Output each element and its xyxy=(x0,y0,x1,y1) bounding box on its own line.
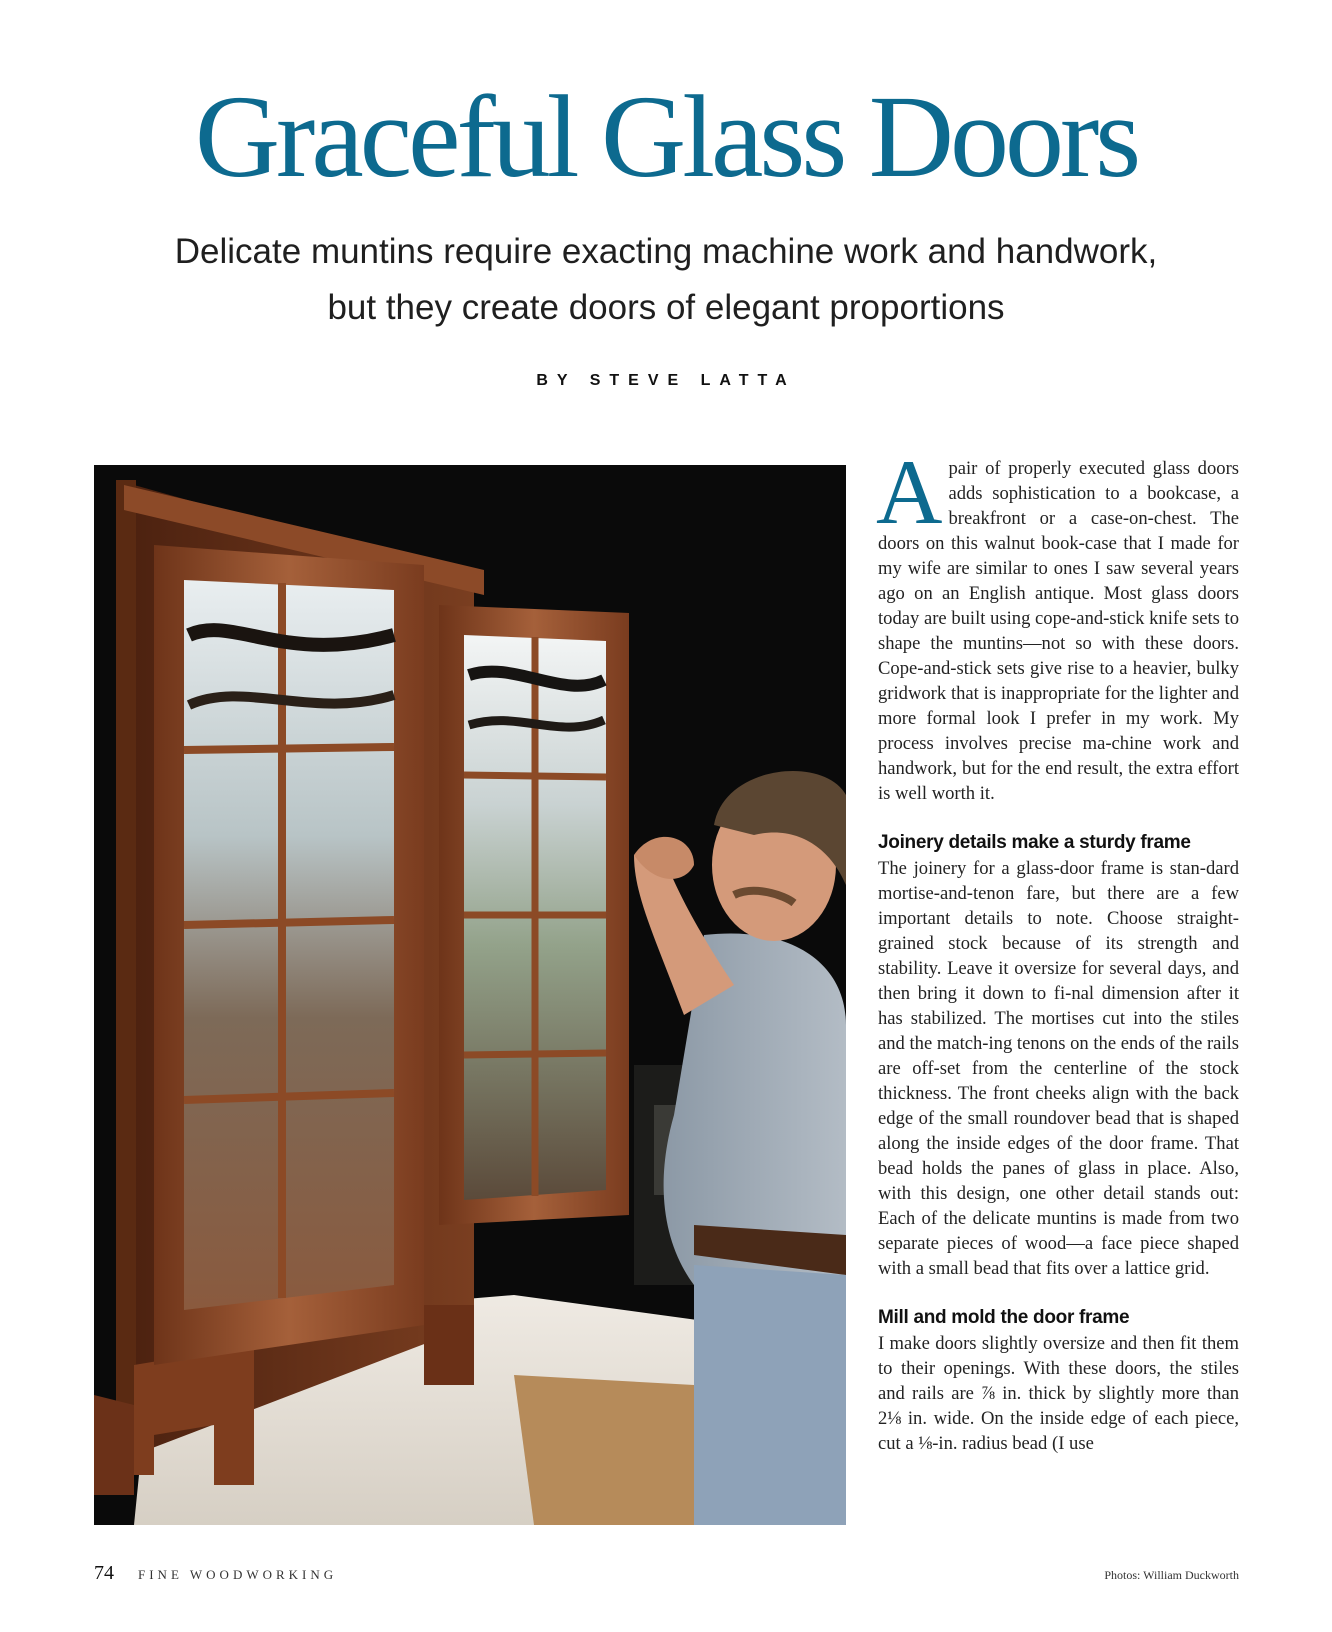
byline: BY STEVE LATTA xyxy=(536,372,796,389)
deck-line-2: but they create doors of elegant proportions xyxy=(327,288,1005,327)
article-title: Graceful Glass Doors xyxy=(194,71,1138,202)
section-heading-mill: Mill and mold the door frame xyxy=(878,1307,1130,1328)
intro-paragraph xyxy=(876,441,1239,806)
page-number: 74 xyxy=(94,1562,114,1584)
bookcase-photo-illustration xyxy=(94,465,846,1525)
article-body xyxy=(876,441,1239,1456)
section-body-mill: I make doors slightly oversize and then fit them to their openings. With these doors, the stiles and rails are ⅞ in. thick by slightly more than 2⅛ in. wide. On the inside edge of each piece, cut a ⅛-in. radius bead (I use xyxy=(878,1333,1239,1454)
section-body-joinery: The joinery for a glass-door frame is stan-dard mortise-and-tenon fare, but there are a few important details to note. Choose straight-grained stock because of its strength and stability. Leave it oversize for several days, and then bring it down to fi-nal dimension after it has stabilized. The mortises cut into the stiles and the match-ing tenons on the ends of the rails are off-set from the centerline of the stock thickness. The front cheeks align with the back edge of the small roundover bead that is shaped along the inside edges of the door frame. That bead holds the panes of glass in place. Also, with this design, one other detail stands out: Each of the delicate muntins is made from two separate pieces of wood—a face piece shaped with a small bead that fits over a lattice grid. xyxy=(878,858,1239,1279)
drop-cap: A xyxy=(876,441,943,543)
intro-text: pair of properly executed glass doors adds sophistication to a bookcase, a breakfront or a case-on-chest. The doors on this walnut book-case that I made for my wife are similar to ones I saw several years ago on an English antique. Most glass doors today are built using cope-and-stick knife sets to shape the muntins—not so with these doors. Cope-and-stick sets give rise to a heavier, bulky gridwork that is inappropriate for the lighter and more formal look I prefer in my work. My process involves precise ma-chine work and handwork, but for the end result, the extra effort is well worth it. xyxy=(878,458,1239,804)
feature-photo xyxy=(94,465,846,1525)
article-deck xyxy=(100,224,1232,336)
deck-line-1: Delicate muntins require exacting machine work and handwork, xyxy=(174,232,1158,271)
photo-credit: Photos: William Duckworth xyxy=(1104,1568,1239,1582)
magazine-name: FINE WOODWORKING xyxy=(138,1567,338,1582)
section-heading-joinery: Joinery details make a sturdy frame xyxy=(878,832,1191,853)
